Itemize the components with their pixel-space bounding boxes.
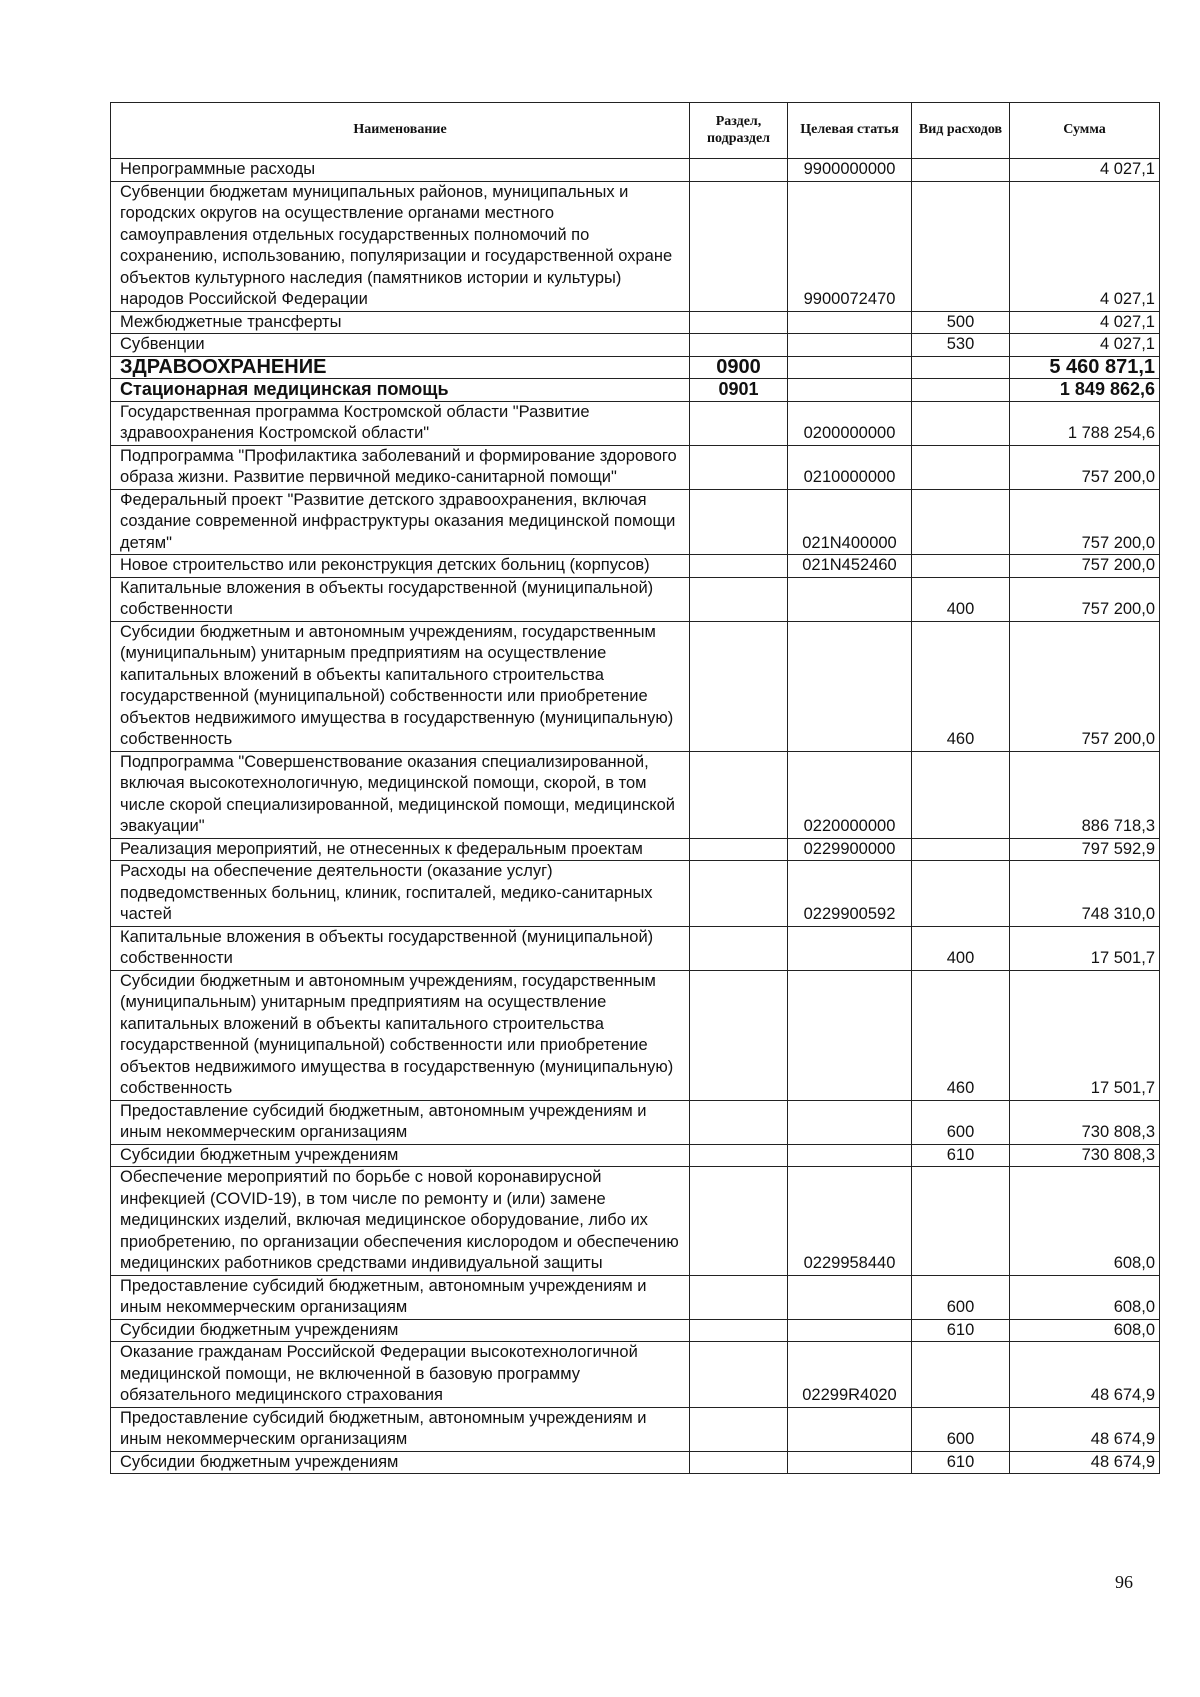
cell-name: Субвенции (111, 334, 690, 357)
cell-sum: 608,0 (1010, 1319, 1160, 1342)
cell-kind (912, 445, 1010, 489)
cell-sum: 730 808,3 (1010, 1100, 1160, 1144)
cell-sum: 5 460 871,1 (1010, 356, 1160, 379)
table-row (111, 445, 1160, 489)
cell-section (690, 159, 788, 182)
table-row (111, 1144, 1160, 1167)
cell-sum: 48 674,9 (1010, 1407, 1160, 1451)
cell-name: Субсидии бюджетным и автономным учреждениям, государственным (муниципальным) унитарным предприятиям на осуществление капитальных вложений в объекты капитального строительства государственной (муниципальной) собственности или приобретение объектов недвижимого имущества в государственную (муниципальную) собственность (111, 621, 690, 751)
table-row (111, 970, 1160, 1100)
table-row (111, 1342, 1160, 1408)
cell-target (788, 1144, 912, 1167)
cell-target: 9900072470 (788, 181, 912, 311)
cell-kind (912, 401, 1010, 445)
budget-table-sheet (110, 102, 1159, 1474)
cell-kind (912, 489, 1010, 555)
cell-section (690, 334, 788, 357)
cell-name: Субсидии бюджетным учреждениям (111, 1451, 690, 1474)
table-row (111, 838, 1160, 861)
cell-sum: 1 849 862,6 (1010, 379, 1160, 402)
cell-kind: 610 (912, 1451, 1010, 1474)
page-number: 96 (1115, 1572, 1133, 1592)
cell-kind: 400 (912, 926, 1010, 970)
header-name: Наименование (111, 103, 690, 159)
table-row (111, 181, 1160, 311)
cell-sum: 4 027,1 (1010, 159, 1160, 182)
header-sum: Сумма (1010, 103, 1160, 159)
cell-target: 0220000000 (788, 751, 912, 838)
cell-kind: 600 (912, 1275, 1010, 1319)
table-row (111, 356, 1160, 379)
table-row (111, 379, 1160, 402)
table-row (111, 311, 1160, 334)
cell-section (690, 1319, 788, 1342)
cell-target (788, 970, 912, 1100)
cell-section (690, 1275, 788, 1319)
cell-kind: 600 (912, 1407, 1010, 1451)
cell-name: Новое строительство или реконструкция детских больниц (корпусов) (111, 555, 690, 578)
cell-sum: 17 501,7 (1010, 926, 1160, 970)
cell-target (788, 1407, 912, 1451)
cell-target: 0200000000 (788, 401, 912, 445)
cell-name: Субсидии бюджетным и автономным учреждениям, государственным (муниципальным) унитарным предприятиям на осуществление капитальных вложений в объекты капитального строительства государственной (муниципальной) собственности или приобретение объектов недвижимого имущества в государственную (муниципальную) собственность (111, 970, 690, 1100)
cell-kind: 500 (912, 311, 1010, 334)
cell-kind: 610 (912, 1144, 1010, 1167)
header-section: Раздел, подраздел (690, 103, 788, 159)
cell-section (690, 926, 788, 970)
cell-section (690, 181, 788, 311)
cell-section (690, 1167, 788, 1276)
table-row (111, 861, 1160, 927)
cell-target (788, 356, 912, 379)
cell-kind: 400 (912, 577, 1010, 621)
table-row (111, 577, 1160, 621)
cell-kind (912, 751, 1010, 838)
table-row (111, 1451, 1160, 1474)
cell-sum: 4 027,1 (1010, 181, 1160, 311)
header-target: Целевая статья (788, 103, 912, 159)
table-row (111, 1100, 1160, 1144)
cell-sum: 48 674,9 (1010, 1342, 1160, 1408)
cell-name: Государственная программа Костромской области "Развитие здравоохранения Костромской области" (111, 401, 690, 445)
cell-section (690, 1342, 788, 1408)
cell-section (690, 621, 788, 751)
table-row (111, 334, 1160, 357)
cell-sum: 4 027,1 (1010, 334, 1160, 357)
cell-sum: 757 200,0 (1010, 555, 1160, 578)
cell-section: 0900 (690, 356, 788, 379)
cell-section (690, 1144, 788, 1167)
cell-kind (912, 356, 1010, 379)
cell-name: Оказание гражданам Российской Федерации высокотехнологичной медицинской помощи, не включенной в базовую программу обязательного медицинского страхования (111, 1342, 690, 1408)
cell-target: 0210000000 (788, 445, 912, 489)
cell-section (690, 1407, 788, 1451)
table-row (111, 159, 1160, 182)
cell-name: Стационарная медицинская помощь (111, 379, 690, 402)
cell-section (690, 555, 788, 578)
cell-section (690, 838, 788, 861)
cell-section (690, 577, 788, 621)
cell-name: Подпрограмма "Совершенствование оказания специализированной, включая высокотехнологичную, медицинской помощи, скорой, в том числе скорой специализированной, медицинской помощи, медицинской эвакуации" (111, 751, 690, 838)
cell-kind (912, 181, 1010, 311)
cell-target: 0229900000 (788, 838, 912, 861)
cell-target: 0229900592 (788, 861, 912, 927)
cell-name: Предоставление субсидий бюджетным, автономным учреждениям и иным некоммерческим организациям (111, 1100, 690, 1144)
cell-section (690, 401, 788, 445)
cell-sum: 608,0 (1010, 1167, 1160, 1276)
cell-kind: 600 (912, 1100, 1010, 1144)
cell-section: 0901 (690, 379, 788, 402)
cell-name: Обеспечение мероприятий по борьбе с новой коронавирусной инфекцией (COVID-19), в том числе по ремонту и (или) замене медицинских изделий, включая медицинское оборудование, либо их приобретению, по организации обеспечения кислородом и обеспечению медицинских работников средствами индивидуальной защиты (111, 1167, 690, 1276)
cell-sum: 1 788 254,6 (1010, 401, 1160, 445)
cell-kind (912, 159, 1010, 182)
cell-name: Капитальные вложения в объекты государственной (муниципальной) собственности (111, 926, 690, 970)
cell-sum: 4 027,1 (1010, 311, 1160, 334)
cell-name: Предоставление субсидий бюджетным, автономным учреждениям и иным некоммерческим организациям (111, 1407, 690, 1451)
cell-sum: 886 718,3 (1010, 751, 1160, 838)
cell-kind (912, 379, 1010, 402)
cell-sum: 608,0 (1010, 1275, 1160, 1319)
table-row (111, 1275, 1160, 1319)
cell-target (788, 577, 912, 621)
cell-name: Непрограммные расходы (111, 159, 690, 182)
table-row (111, 926, 1160, 970)
cell-section (690, 751, 788, 838)
cell-target: 9900000000 (788, 159, 912, 182)
cell-sum: 757 200,0 (1010, 489, 1160, 555)
cell-section (690, 861, 788, 927)
cell-name: ЗДРАВООХРАНЕНИЕ (111, 356, 690, 379)
cell-target: 02299R4020 (788, 1342, 912, 1408)
cell-name: Реализация мероприятий, не отнесенных к федеральным проектам (111, 838, 690, 861)
cell-sum: 757 200,0 (1010, 445, 1160, 489)
cell-target (788, 1100, 912, 1144)
cell-section (690, 445, 788, 489)
cell-target (788, 379, 912, 402)
table-body (111, 159, 1160, 1474)
cell-name: Субвенции бюджетам муниципальных районов, муниципальных и городских округов на осуществление органами местного самоуправления отдельных государственных полномочий по сохранению, использованию, популяризации и государственной охране объектов культурного наследия (памятников истории и культуры) народов Российской Федерации (111, 181, 690, 311)
cell-sum: 797 592,9 (1010, 838, 1160, 861)
cell-target: 0229958440 (788, 1167, 912, 1276)
budget-table (110, 102, 1160, 1474)
cell-target (788, 311, 912, 334)
header-row (111, 103, 1160, 159)
cell-kind (912, 838, 1010, 861)
header-kind: Вид расходов (912, 103, 1010, 159)
table-row (111, 1167, 1160, 1276)
cell-section (690, 489, 788, 555)
cell-target (788, 1451, 912, 1474)
cell-kind (912, 555, 1010, 578)
cell-target: 021N452460 (788, 555, 912, 578)
cell-kind (912, 861, 1010, 927)
cell-sum: 757 200,0 (1010, 577, 1160, 621)
cell-name: Субсидии бюджетным учреждениям (111, 1319, 690, 1342)
cell-target: 021N400000 (788, 489, 912, 555)
cell-name: Субсидии бюджетным учреждениям (111, 1144, 690, 1167)
cell-kind (912, 1167, 1010, 1276)
cell-section (690, 970, 788, 1100)
cell-name: Расходы на обеспечение деятельности (оказание услуг) подведомственных больниц, клиник, госпиталей, медико-санитарных частей (111, 861, 690, 927)
cell-kind: 460 (912, 970, 1010, 1100)
table-row (111, 555, 1160, 578)
cell-kind: 460 (912, 621, 1010, 751)
cell-section (690, 1451, 788, 1474)
cell-name: Подпрограмма "Профилактика заболеваний и формирование здорового образа жизни. Развитие первичной медико-санитарной помощи" (111, 445, 690, 489)
cell-sum: 757 200,0 (1010, 621, 1160, 751)
table-row (111, 1319, 1160, 1342)
cell-target (788, 1319, 912, 1342)
table-row (111, 401, 1160, 445)
cell-sum: 748 310,0 (1010, 861, 1160, 927)
table-row (111, 621, 1160, 751)
cell-kind: 610 (912, 1319, 1010, 1342)
cell-sum: 48 674,9 (1010, 1451, 1160, 1474)
table-header (111, 103, 1160, 159)
cell-kind: 530 (912, 334, 1010, 357)
table-row (111, 489, 1160, 555)
cell-target (788, 334, 912, 357)
cell-target (788, 1275, 912, 1319)
cell-name: Межбюджетные трансферты (111, 311, 690, 334)
cell-sum: 730 808,3 (1010, 1144, 1160, 1167)
cell-name: Предоставление субсидий бюджетным, автономным учреждениям и иным некоммерческим организациям (111, 1275, 690, 1319)
cell-section (690, 1100, 788, 1144)
cell-sum: 17 501,7 (1010, 970, 1160, 1100)
cell-target (788, 926, 912, 970)
table-row (111, 751, 1160, 838)
cell-target (788, 621, 912, 751)
table-row (111, 1407, 1160, 1451)
cell-section (690, 311, 788, 334)
cell-kind (912, 1342, 1010, 1408)
cell-name: Капитальные вложения в объекты государственной (муниципальной) собственности (111, 577, 690, 621)
cell-name: Федеральный проект "Развитие детского здравоохранения, включая создание современной инфраструктуры оказания медицинской помощи детям" (111, 489, 690, 555)
